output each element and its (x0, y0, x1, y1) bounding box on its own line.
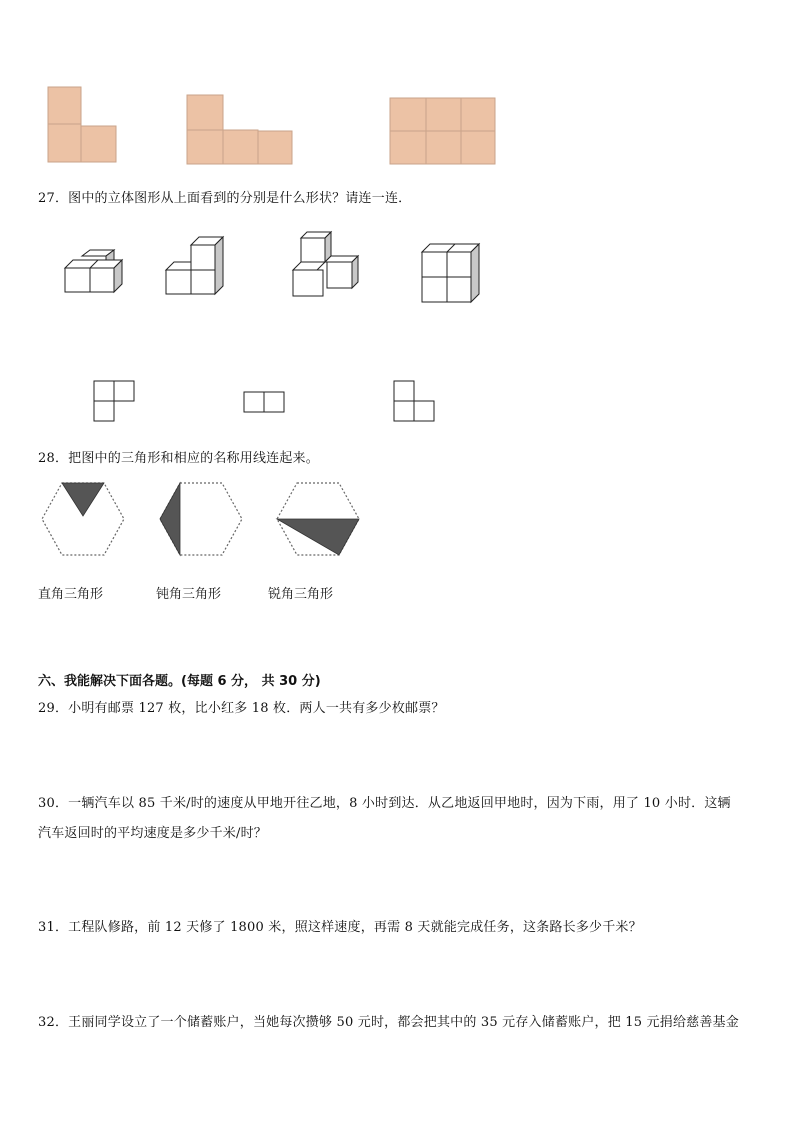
question-32-text: 32．王丽同学设立了一个储蓄账户，当她每次攒够 50 元时，都会把其中的 35 元存入储蓄账户，把 15 元捐给慈善基金 (38, 1015, 739, 1030)
label-acute-triangle: 锐角三角形 (268, 587, 334, 602)
top-view-3 (393, 380, 437, 424)
label-right-triangle: 直角三角形 (38, 587, 104, 602)
tile-figure-2 (186, 94, 294, 166)
solid-figure-4 (421, 242, 483, 304)
section-6-title: 六、我能解决下面各题。(每题 6 分， 共 30 分) (38, 674, 321, 689)
tile-figure-3 (389, 97, 497, 165)
question-28-text: 28．把图中的三角形和相应的名称用线连起来。 (38, 451, 319, 466)
question-31-text: 31．工程队修路，前 12 天修了 1800 米，照这样速度，再需 8 天就能完成任务，这条路长多少千米？ (38, 920, 642, 935)
tile-figure-1 (46, 86, 118, 164)
question-30-line2: 汽车返回时的平均速度是多少千米/时？ (38, 826, 267, 841)
solid-figure-2 (165, 236, 227, 296)
question-27-text: 27．图中的立体图形从上面看到的分别是什么形状？请连一连． (38, 191, 412, 206)
solid-figure-3 (292, 230, 362, 300)
hexagon-figure-2 (156, 480, 246, 558)
question-30-line1: 30．一辆汽车以 85 千米/时的速度从甲地开往乙地，8 小时到达．从乙地返回甲地时，因为下雨，用了 10 小时．这辆 (38, 796, 731, 811)
hexagon-figure-3 (273, 480, 363, 558)
label-obtuse-triangle: 钝角三角形 (156, 587, 222, 602)
hexagon-figure-1 (38, 480, 128, 558)
solid-figure-1 (64, 248, 126, 294)
top-view-2 (243, 391, 287, 415)
question-29-text: 29．小明有邮票 127 枚，比小红多 18 枚．两人一共有多少枚邮票？ (38, 701, 445, 716)
top-view-1 (93, 380, 137, 424)
